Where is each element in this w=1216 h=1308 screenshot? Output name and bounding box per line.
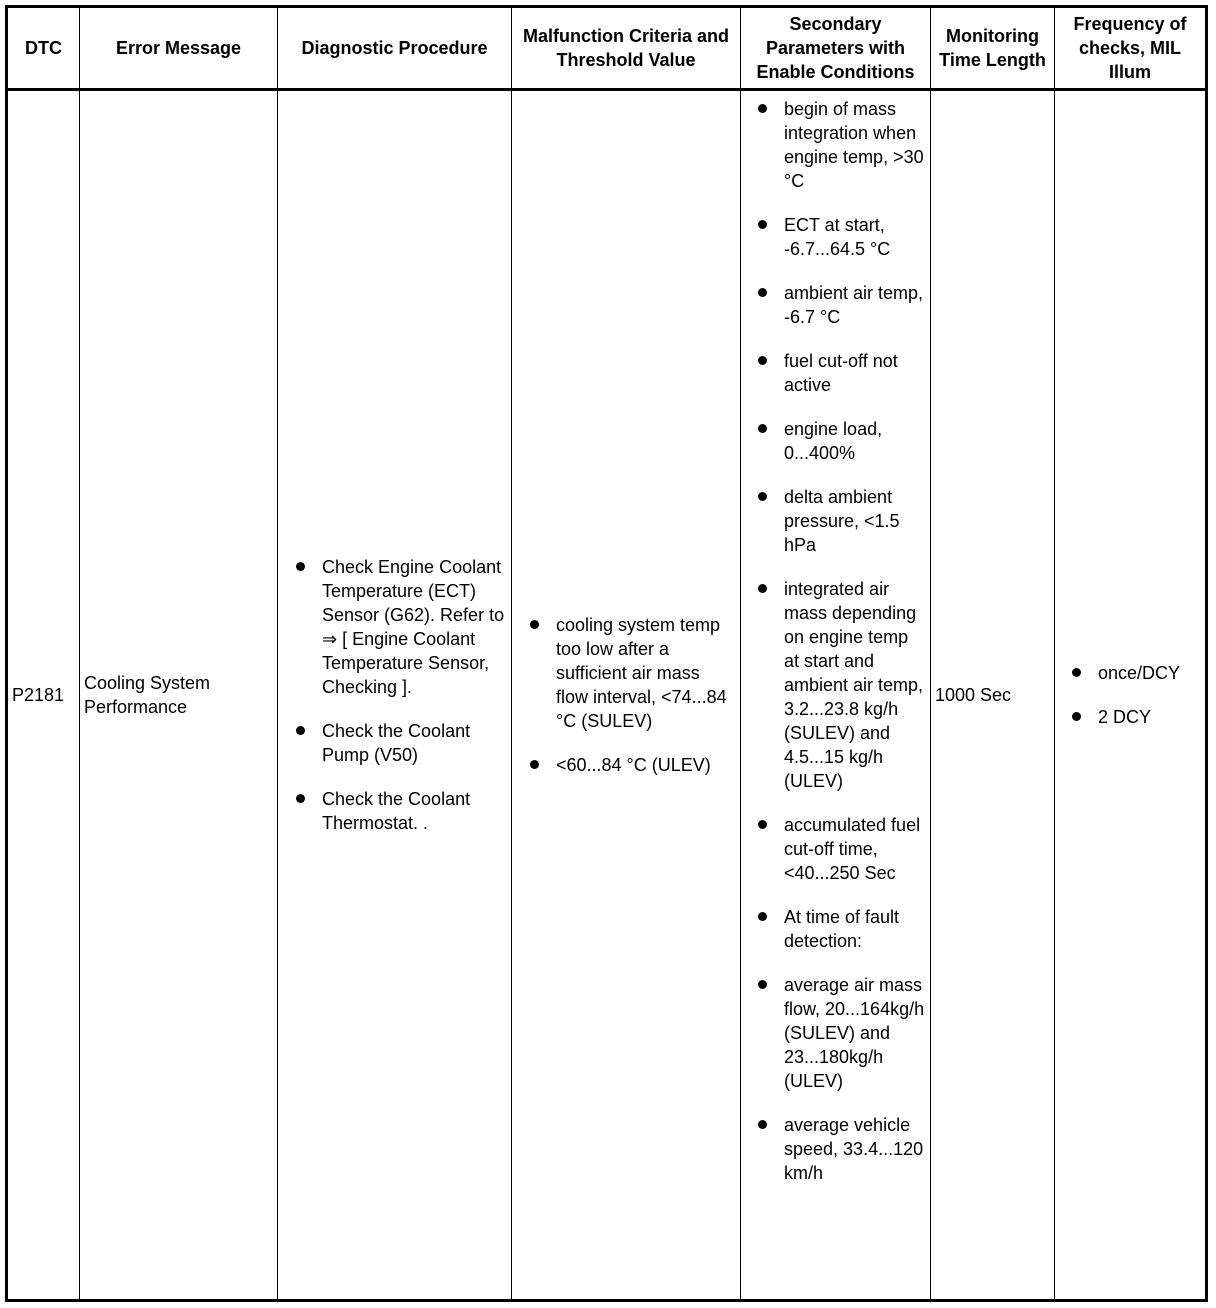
list-item [784, 97, 928, 193]
bullet-icon [1072, 712, 1081, 721]
list-item [556, 613, 736, 733]
header-malfunction-criteria: Malfunction Criteria and Threshold Value [512, 7, 741, 90]
list-item-text: begin of mass integration when engine temp, >30 °C [784, 99, 924, 191]
malfunction-criteria-cell [512, 90, 741, 1301]
list-item [784, 905, 928, 953]
bullet-icon [758, 104, 767, 113]
list-item-text: cooling system temp too low after a sufficient air mass flow interval, <74...84 °C (SULEV) [556, 615, 727, 731]
list-item-text: engine load, 0...400% [784, 419, 883, 463]
list-item-text: Check the Coolant Thermostat. . [322, 789, 471, 833]
bullet-icon [758, 584, 767, 593]
header-error-message: Error Message [80, 7, 278, 90]
bullet-icon [758, 424, 767, 433]
table-row [7, 90, 1207, 1301]
secondary-parameters-list [741, 97, 930, 1185]
list-item [784, 577, 928, 793]
header-monitoring-time: Monitoring Time Length [931, 7, 1055, 90]
list-item [322, 555, 507, 699]
diagnostic-procedure-cell [278, 90, 512, 1301]
header-secondary-parameters: Secondary Parameters with Enable Conditions [741, 7, 931, 90]
malfunction-criteria-list [512, 613, 740, 777]
list-item [556, 753, 736, 777]
list-item [784, 1113, 928, 1185]
dtc-table [5, 5, 1208, 1302]
table-body [7, 90, 1207, 1301]
list-item [784, 213, 928, 261]
list-item [784, 485, 928, 557]
bullet-icon [758, 288, 767, 297]
bullet-icon [296, 562, 305, 571]
bullet-icon [758, 820, 767, 829]
frequency-list [1055, 661, 1205, 729]
bullet-icon [758, 980, 767, 989]
list-item [1098, 661, 1203, 685]
dtc-code: P2181 [7, 90, 80, 1301]
list-item [784, 349, 928, 397]
secondary-parameters-cell [741, 90, 931, 1301]
monitoring-time: 1000 Sec [931, 90, 1055, 1301]
bullet-icon [758, 220, 767, 229]
header-frequency: Frequency of checks, MIL Illum [1055, 7, 1207, 90]
header-diagnostic-procedure: Diagnostic Procedure [278, 7, 512, 90]
bullet-icon [758, 356, 767, 365]
list-item-text: Check the Coolant Pump (V50) [322, 721, 471, 765]
list-item [784, 973, 928, 1093]
bullet-icon [296, 726, 305, 735]
bullet-icon [1072, 668, 1081, 677]
bullet-icon [296, 794, 305, 803]
list-item-text: once/DCY [1098, 663, 1181, 683]
list-item-text: accumulated fuel cut-off time, <40...250 Sec [784, 815, 921, 883]
list-item-text: ambient air temp, -6.7 °C [784, 283, 924, 327]
list-item [322, 719, 507, 767]
bullet-icon [758, 912, 767, 921]
list-item-text: average vehicle speed, 33.4...120 km/h [784, 1115, 924, 1183]
bullet-icon [758, 492, 767, 501]
error-message: Cooling System Performance [80, 90, 278, 1301]
list-item-text: 2 DCY [1098, 707, 1152, 727]
list-item-text: ECT at start, -6.7...64.5 °C [784, 215, 891, 259]
diagnostic-procedure-list [278, 555, 511, 835]
list-item [1098, 705, 1203, 729]
list-item-text: <60...84 °C (ULEV) [556, 755, 711, 775]
header-dtc: DTC [7, 7, 80, 90]
bullet-icon [758, 1120, 767, 1129]
list-item-text: integrated air mass depending on engine temp at start and ambient air temp, 3.2...23.8 kg/h (SULEV) and 4.5...15 kg/h (ULEV) [784, 579, 924, 791]
list-item [322, 787, 507, 835]
list-item-text: delta ambient pressure, <1.5 hPa [784, 487, 900, 555]
list-item-text: Check Engine Coolant Temperature (ECT) Sensor (G62). Refer to ⇒ [ Engine Coolant Temperature Sensor, Checking ]. [322, 557, 505, 697]
list-item [784, 281, 928, 329]
table-header [7, 7, 1207, 90]
list-item-text: At time of fault detection: [784, 907, 900, 951]
list-item-text: average air mass flow, 20...164kg/h (SULEV) and 23...180kg/h (ULEV) [784, 975, 925, 1091]
bullet-icon [530, 760, 539, 769]
frequency-cell [1055, 90, 1207, 1301]
header-row [7, 7, 1207, 90]
list-item-text: fuel cut-off not active [784, 351, 898, 395]
list-item [784, 813, 928, 885]
bullet-icon [530, 620, 539, 629]
list-item [784, 417, 928, 465]
